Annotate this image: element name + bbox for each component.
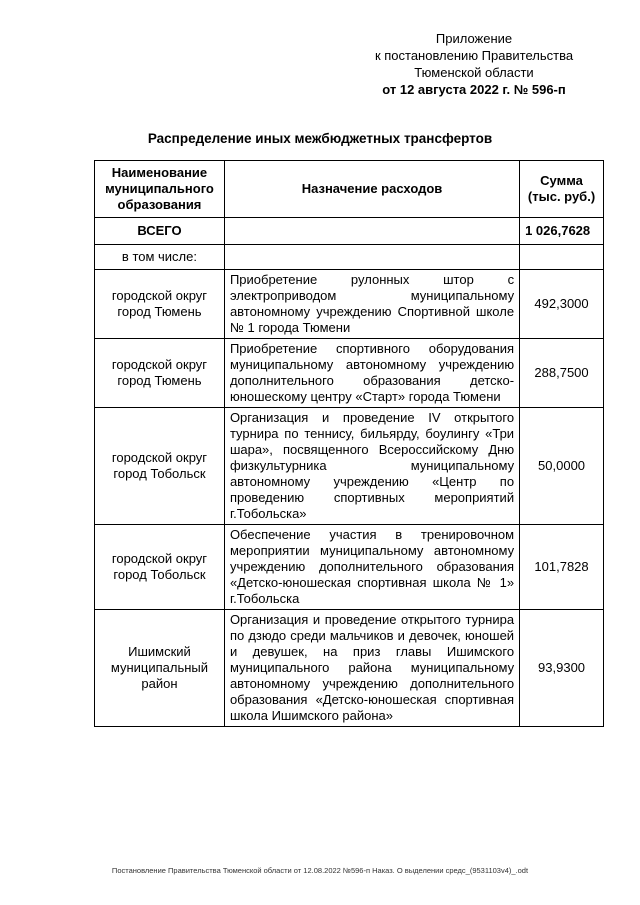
- document-title: Распределение иных межбюджетных трансфертов: [147, 131, 493, 146]
- row-municipality: городской округ город Тюмень: [95, 270, 225, 339]
- appendix-line: Приложение: [435, 31, 513, 46]
- appendix-block: [344, 30, 604, 98]
- including-row: [95, 245, 604, 270]
- table-row: [95, 408, 604, 525]
- row-sum: 101,7828: [520, 525, 604, 610]
- total-label: ВСЕГО: [95, 218, 225, 245]
- transfers-table: [94, 160, 604, 727]
- document-footer: Постановление Правительства Тюменской области от 12.08.2022 №596-п Наказ. О выделении средс_(9531103v4)_.odt: [111, 866, 529, 875]
- row-sum: 93,9300: [520, 610, 604, 727]
- row-municipality: городской округ город Тюмень: [95, 339, 225, 408]
- header-municipality: Наименование муниципального образования: [95, 161, 225, 218]
- total-row: [95, 218, 604, 245]
- row-sum: 288,7500: [520, 339, 604, 408]
- row-sum: 50,0000: [520, 408, 604, 525]
- including-empty: [520, 245, 604, 270]
- row-municipality: городской округ город Тобольск: [95, 408, 225, 525]
- including-label: в том числе:: [95, 245, 225, 270]
- header-sum: Сумма (тыс. руб.): [520, 161, 604, 218]
- table-row: [95, 339, 604, 408]
- appendix-date-number: от 12 августа 2022 г. № 596-п: [382, 82, 566, 97]
- row-purpose: Обеспечение участия в тренировочном мероприятии муниципальному автономному учреждению дополнительного образования «Детско-юношеская спортивная школа № 1» г.Тобольска: [224, 525, 519, 610]
- row-purpose: Организация и проведение IV открытого турнира по теннису, бильярду, боулингу «Три шара», посвященного Всероссийскому Дню физкультурника муниципальному автономному учреждению «Центр по проведению спортивных мероприятий г.Тобольска»: [224, 408, 519, 525]
- row-sum: 492,3000: [520, 270, 604, 339]
- total-sum: 1 026,7628: [520, 218, 604, 245]
- appendix-line: Тюменской области: [414, 65, 534, 80]
- table-row: [95, 610, 604, 727]
- row-purpose: Приобретение рулонных штор с электроприводом муниципальному автономному учреждению Спортивной школе № 1 города Тюмени: [224, 270, 519, 339]
- row-purpose: Приобретение спортивного оборудования муниципальному автономному учреждению дополнительного образования детско-юношескому центру «Старт» города Тюмени: [224, 339, 519, 408]
- row-purpose: Организация и проведение открытого турнира по дзюдо среди мальчиков и девочек, юношей и девушек, на приз главы Ишимского муниципального района муниципальному автономному учреждению дополнительного образования «Детско-юношеская спортивная школа Ишимского района»: [224, 610, 519, 727]
- table-row: [95, 525, 604, 610]
- table-row: [95, 270, 604, 339]
- table-header-row: [95, 161, 604, 218]
- total-purpose-empty: [224, 218, 519, 245]
- appendix-line: к постановлению Правительства: [374, 48, 574, 63]
- header-purpose: Назначение расходов: [224, 161, 519, 218]
- including-empty: [224, 245, 519, 270]
- row-municipality: городской округ город Тобольск: [95, 525, 225, 610]
- row-municipality: Ишимский муниципальный район: [95, 610, 225, 727]
